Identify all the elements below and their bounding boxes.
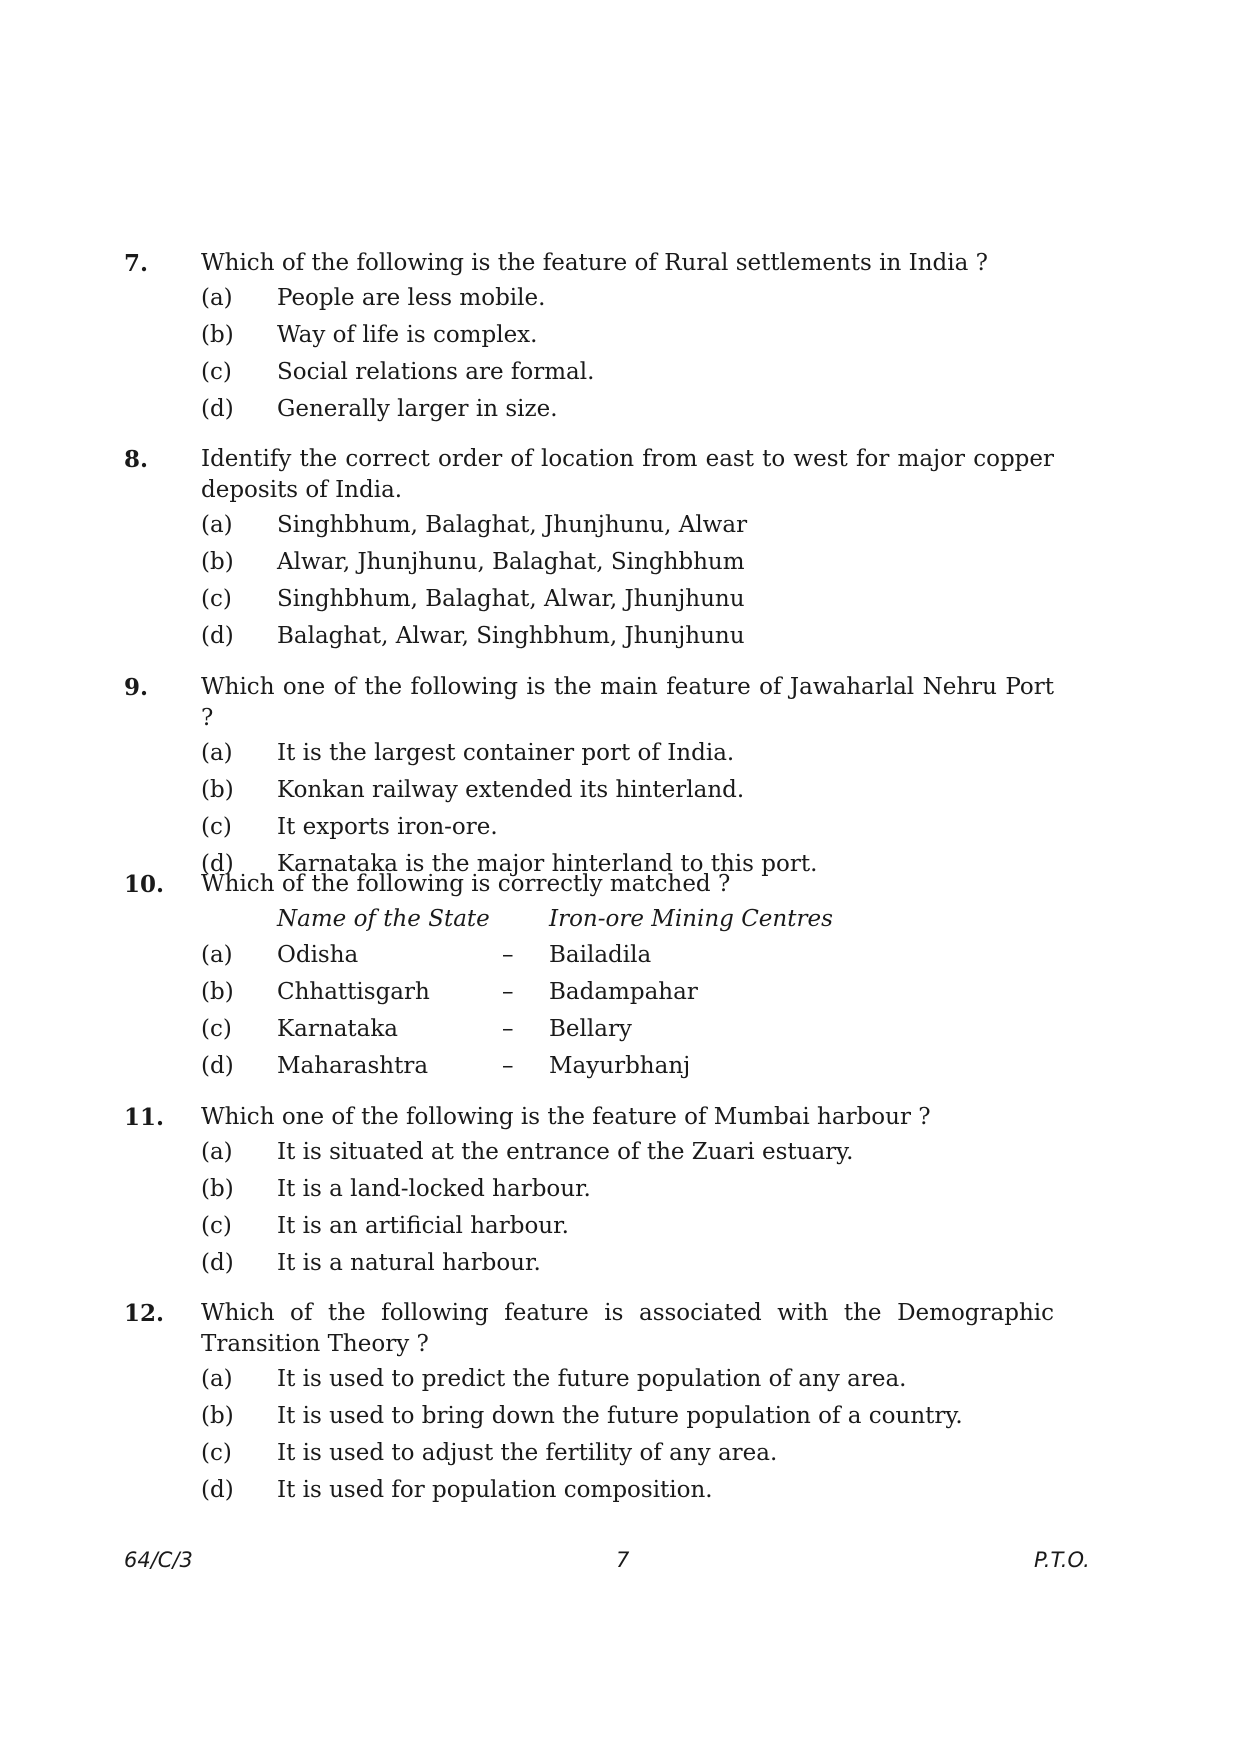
option-label: (a)	[201, 740, 233, 767]
option-label: (c)	[201, 585, 232, 612]
option-label: (c)	[201, 813, 232, 840]
question-10	[124, 869, 1054, 1084]
option-label: (d)	[201, 395, 234, 422]
option-text: It is a land-locked harbour.	[277, 1176, 591, 1203]
options-list	[201, 1134, 1054, 1281]
option-label: (a)	[201, 512, 233, 539]
dash: –	[502, 1052, 514, 1079]
option-d	[201, 1471, 1054, 1508]
option-label: (b)	[201, 322, 234, 349]
dash: –	[502, 979, 514, 1006]
option-text: It is an artificial harbour.	[277, 1212, 569, 1239]
option-text: It exports iron-ore.	[277, 813, 498, 840]
option-a	[201, 937, 1054, 974]
option-text: It is used for population composition.	[277, 1476, 713, 1503]
question-text: Which of the following is the feature of Rural settlements in India ?	[201, 250, 988, 276]
question-number: 8.	[124, 446, 149, 473]
option-a	[201, 1361, 1054, 1398]
option-c	[201, 581, 1054, 618]
question-7	[124, 248, 1054, 427]
question-9	[124, 672, 1054, 882]
paper-code: 64/C/3	[124, 1548, 193, 1572]
option-d	[201, 390, 1054, 427]
option-label: (b)	[201, 979, 234, 1006]
option-text: It is a natural harbour.	[277, 1249, 541, 1276]
question-8	[124, 444, 1054, 654]
option-label: (c)	[201, 1212, 232, 1239]
option-label: (c)	[201, 358, 232, 385]
option-b	[201, 1171, 1054, 1208]
option-text: Konkan railway extended its hinterland.	[277, 777, 745, 804]
page-number: 7	[616, 1548, 630, 1572]
option-text: Singhbhum, Balaghat, Jhunjhunu, Alwar	[277, 512, 748, 539]
match-column-headers	[277, 901, 1054, 937]
option-c	[201, 1011, 1054, 1048]
option-text: It is used to bring down the future population of a country.	[277, 1403, 963, 1430]
question-text: Which one of the following is the feature of Mumbai harbour ?	[201, 1104, 931, 1130]
state-name: Chhattisgarh	[277, 979, 430, 1006]
question-text: Which one of the following is the main feature of Jawaharlal Nehru Port ?	[201, 674, 1054, 731]
state-name: Karnataka	[277, 1015, 399, 1042]
option-text: Generally larger in size.	[277, 395, 558, 422]
question-number: 9.	[124, 674, 149, 701]
option-b	[201, 1398, 1054, 1435]
mining-centre: Mayurbhanj	[549, 1052, 691, 1079]
option-text: Way of life is complex.	[277, 322, 538, 349]
option-d	[201, 617, 1054, 654]
option-text: Singhbhum, Balaghat, Alwar, Jhunjhunu	[277, 585, 745, 612]
option-text: Social relations are formal.	[277, 358, 595, 385]
option-text: Balaghat, Alwar, Singhbhum, Jhunjhunu	[277, 622, 745, 649]
question-text: Identify the correct order of location from east to west for major copper deposits of India.	[201, 446, 1054, 503]
pto-label: P.T.O.	[1034, 1548, 1090, 1572]
state-name: Maharashtra	[277, 1052, 429, 1079]
match-options-list	[201, 937, 1054, 1084]
option-label: (a)	[201, 1139, 233, 1166]
question-text: Which of the following is correctly matched ?	[201, 871, 731, 897]
state-column-header: Name of the State	[277, 906, 490, 932]
option-b	[201, 544, 1054, 581]
options-list	[201, 507, 1054, 654]
option-a	[201, 507, 1054, 544]
option-label: (a)	[201, 1366, 233, 1393]
dash: –	[502, 1015, 514, 1042]
option-label: (c)	[201, 1015, 232, 1042]
option-a	[201, 735, 1054, 772]
option-label: (d)	[201, 1052, 234, 1079]
option-label: (b)	[201, 1176, 234, 1203]
option-label: (b)	[201, 1403, 234, 1430]
mining-centre: Bailadila	[549, 942, 652, 969]
question-12	[124, 1298, 1054, 1508]
option-c	[201, 1208, 1054, 1245]
option-text: It is the largest container port of India.	[277, 740, 735, 767]
option-text: Alwar, Jhunjhunu, Balaghat, Singhbhum	[277, 549, 745, 576]
option-d	[201, 1047, 1054, 1084]
options-list	[201, 1361, 1054, 1508]
option-c	[201, 354, 1054, 391]
option-text: It is used to predict the future population of any area.	[277, 1366, 907, 1393]
question-11	[124, 1102, 1054, 1281]
mining-centre: Badampahar	[549, 979, 698, 1006]
question-number: 7.	[124, 250, 149, 277]
option-label: (d)	[201, 622, 234, 649]
option-label: (b)	[201, 549, 234, 576]
option-label: (d)	[201, 1476, 234, 1503]
question-text: Which of the following feature is associated with the Demographic Transition Theory ?	[201, 1300, 1054, 1357]
centre-column-header: Iron-ore Mining Centres	[549, 906, 833, 932]
question-number: 11.	[124, 1104, 165, 1131]
option-label: (a)	[201, 942, 233, 969]
option-a	[201, 280, 1054, 317]
mining-centre: Bellary	[549, 1015, 632, 1042]
question-number: 12.	[124, 1300, 165, 1327]
option-d	[201, 1244, 1054, 1281]
option-label: (a)	[201, 285, 233, 312]
option-b	[201, 317, 1054, 354]
option-a	[201, 1134, 1054, 1171]
option-text: It is used to adjust the fertility of any area.	[277, 1439, 778, 1466]
option-label: (c)	[201, 1439, 232, 1466]
option-c	[201, 809, 1054, 846]
option-b	[201, 974, 1054, 1011]
option-b	[201, 772, 1054, 809]
option-text: It is situated at the entrance of the Zuari estuary.	[277, 1139, 854, 1166]
option-text: People are less mobile.	[277, 285, 546, 312]
option-text: Karnataka is the major hinterland to this port.	[277, 850, 818, 877]
option-label: (d)	[201, 850, 234, 877]
option-label: (b)	[201, 777, 234, 804]
options-list	[201, 735, 1054, 882]
option-label: (d)	[201, 1249, 234, 1276]
question-number: 10.	[124, 871, 165, 898]
dash: –	[502, 942, 514, 969]
state-name: Odisha	[277, 942, 359, 969]
option-c	[201, 1435, 1054, 1472]
options-list	[201, 280, 1054, 427]
